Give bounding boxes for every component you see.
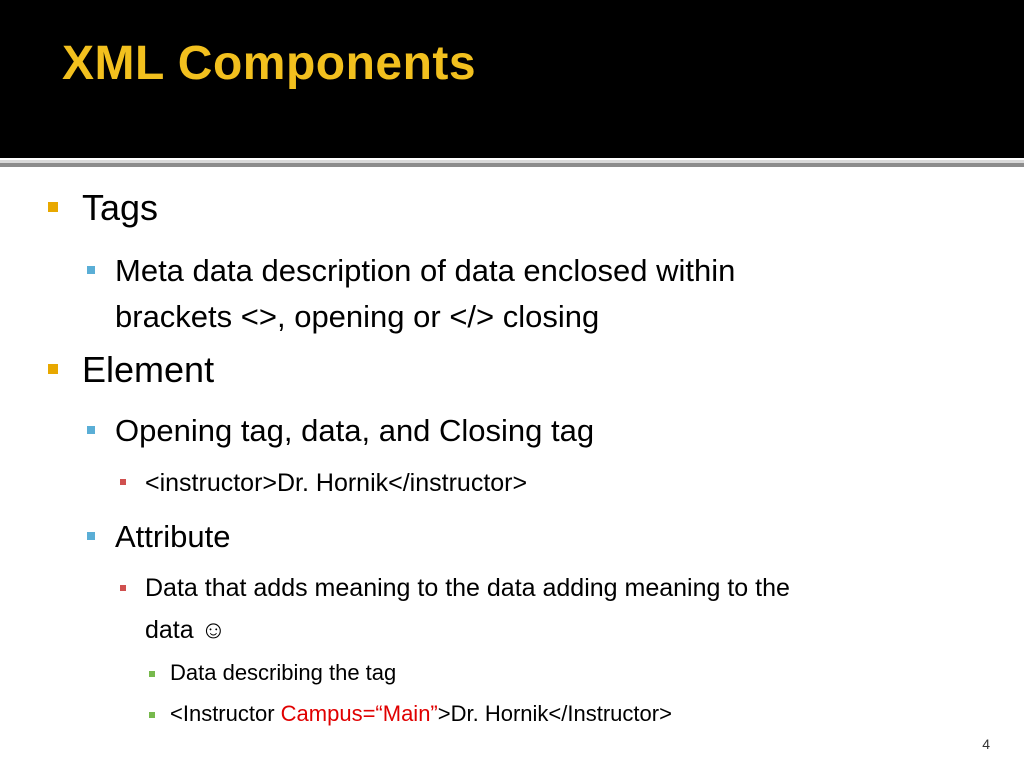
bullet-level3-icon [120,585,126,591]
tags-description-line2: brackets <>, opening or </> closing [115,299,600,334]
attribute-sub-point: Data describing the tag [170,660,397,685]
bullet-level2-icon [87,266,95,274]
slide-title: XML Components [62,37,477,90]
opening-tag-point: Opening tag, data, and Closing tag [115,413,595,448]
attribute-example [170,701,672,727]
attribute-description-line2: data ☺ [145,616,227,644]
bullet-level2-icon [87,426,95,434]
bullet-tags: Tags [82,187,159,228]
attribute-description-line1: Data that adds meaning to the data adding meaning to the [145,574,790,602]
bullet-level1-icon [48,202,58,212]
header-divider [0,163,1024,167]
bullet-element: Element [82,349,215,390]
bullet-level4-icon [149,712,155,718]
tags-description-line1: Meta data description of data enclosed within [115,253,736,288]
bullet-level3-icon [120,479,126,485]
attribute-example-suffix: >Dr. Hornik</Instructor> [437,701,672,726]
attribute-example-prefix: <Instructor [170,701,281,726]
attribute-heading: Attribute [115,519,231,554]
bullet-level2-icon [87,532,95,540]
title-bar [0,0,1024,158]
slide-number: 4 [982,736,990,752]
element-example: <instructor>Dr. Hornik</instructor> [145,469,528,497]
attribute-example-highlight: Campus=“Main” [280,701,438,726]
bullet-level1-icon [48,364,58,374]
bullet-level4-icon [149,671,155,677]
